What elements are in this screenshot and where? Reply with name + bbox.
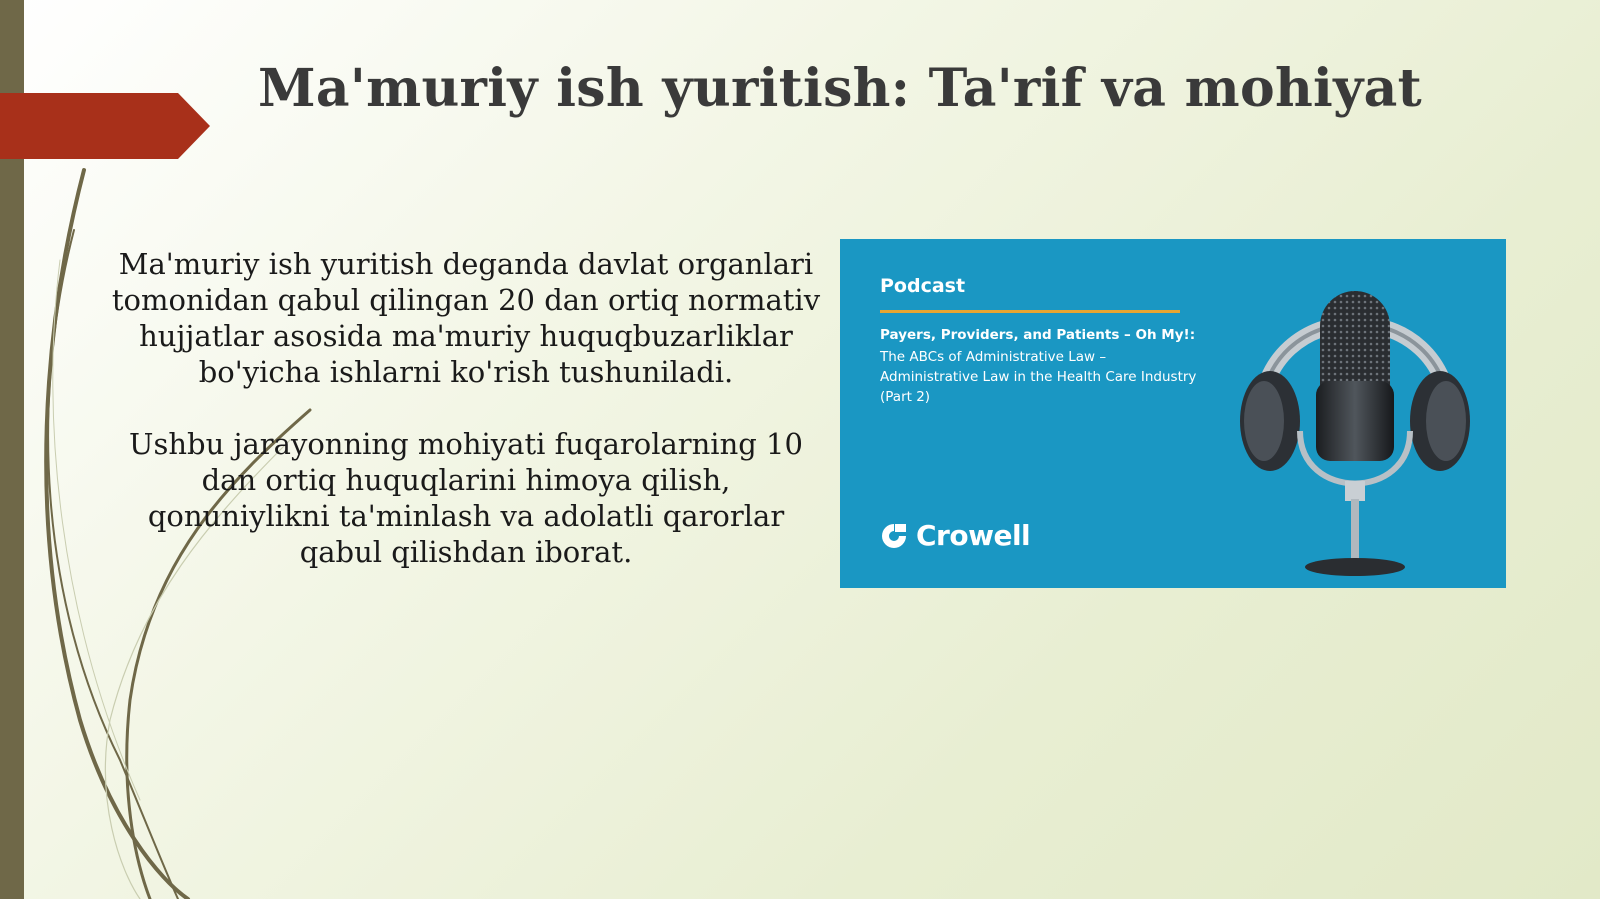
podcast-label: Podcast	[880, 275, 966, 297]
microphone-headphones-icon	[1230, 251, 1480, 581]
slide-body	[108, 246, 824, 570]
slide-title: Ma'muriy ish yuritish: Ta'rif va mohiyat	[258, 58, 1422, 119]
podcast-image	[840, 239, 1506, 588]
crowell-logo-icon	[880, 522, 908, 550]
podcast-rule	[880, 310, 1180, 313]
body-paragraph-essence: Ushbu jarayonning mohiyati fuqarolarning 10 dan ortiq huquqlarini himoya qilish, qonuniylikni ta'minlash va adolatli qarorlar qabul qilishdan iborat.	[129, 427, 803, 569]
podcast-subtitle: The ABCs of Administrative Law – Administrative Law in the Health Care Industry (Part 2)	[880, 349, 1197, 405]
brand-name: Crowell	[916, 519, 1031, 552]
podcast-brand	[880, 519, 1030, 552]
podcast-headline: Payers, Providers, and Patients – Oh My!:	[880, 327, 1196, 343]
body-paragraph-definition: Ma'muriy ish yuritish deganda davlat organlari tomonidan qabul qilingan 20 dan ortiq normativ hujjatlar asosida ma'muriy huquqbuzarliklar bo'yicha ishlarni ko'rish tushuniladi.	[111, 247, 821, 389]
ribbon-decoration	[0, 93, 210, 159]
